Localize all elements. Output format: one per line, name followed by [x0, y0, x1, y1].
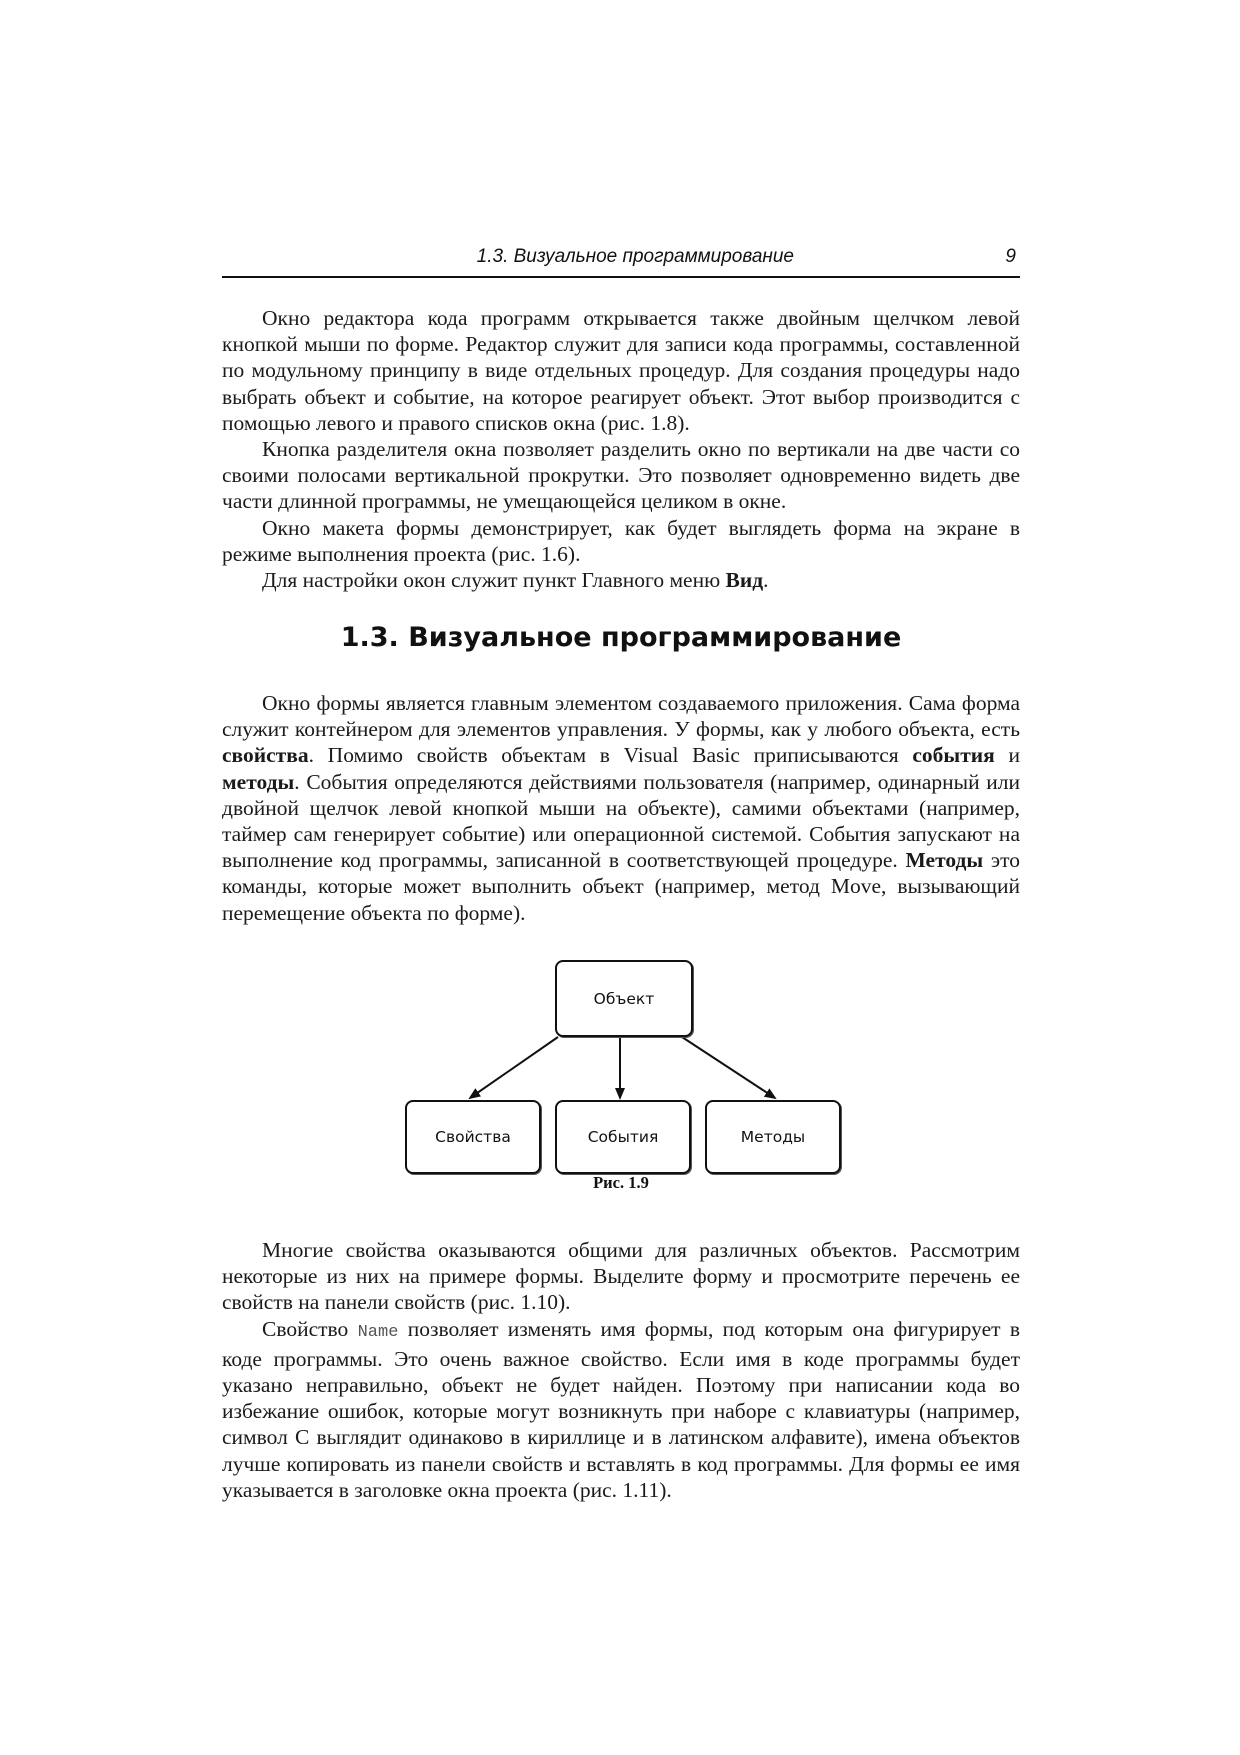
paragraph-view-menu — [222, 567, 1020, 593]
arrow-to-properties — [470, 1037, 558, 1098]
figure-caption: Рис. 1.9 — [593, 1173, 649, 1192]
node-object: Объект — [555, 960, 693, 1037]
node-events: События — [555, 1100, 691, 1174]
page-number: 9 — [1005, 246, 1016, 267]
paragraph-form-window — [222, 690, 1020, 926]
closing-text-block — [222, 1237, 1020, 1503]
view-menu-text: Для настройки окон служит пункт Главного меню — [262, 568, 726, 593]
term-events: события — [912, 743, 995, 768]
main-text-block — [222, 690, 1020, 926]
running-header — [222, 246, 1020, 278]
text-run: позволяет изменять имя формы, под которым она фигурирует в коде программы. Это очень важное свойство. Если имя в коде программы будет указано неправильно, объект не будет найден. Поэтому при написании кода во избежание ошибок, которые могут возникнуть при наборе с клавиатуры (например, символ С выглядит одинаково в кириллице и в латинском алфавите), имена объектов лучше копировать из панели свойств и вставлять в код программы. Для формы ее имя указывается в заголовке окна проекта (рис. 1.11). — [222, 1316, 1021, 1502]
term-methods: методы — [222, 769, 295, 794]
text-run: и — [994, 743, 1020, 768]
text-run: Окно формы является главным элементом создаваемого приложения. Сама форма служит контейнером для элементов управления. У формы, как у любого объекта, есть — [222, 691, 1020, 742]
node-methods: Методы — [705, 1100, 841, 1174]
figure-object-diagram — [400, 950, 840, 1165]
term-properties: свойства — [222, 743, 309, 768]
text-run: Свойство — [262, 1316, 358, 1341]
text-run: . События определяются действиями пользователя (например, одинарный или двойной щелчок левой кнопкой мыши на объекте), самими объектами (например, таймер сам генерирует событие) или операционной системой. События запускают на выполнение код программы, записанной в соответствующей процедуре. — [222, 769, 1020, 873]
view-menu-term: Вид — [725, 568, 764, 593]
view-menu-end: . — [763, 568, 769, 593]
code-name: Name — [357, 1322, 399, 1342]
paragraph-form-layout-window: Окно макета формы демонстрирует, как будет выглядеть форма на экране в режиме выполнения проекта (рис. 1.6). — [222, 515, 1020, 566]
running-title: 1.3. Визуальное программирование — [476, 246, 794, 267]
text-run: это команды, которые может выполнить объект (например, метод Move, вызывающий перемещение объекта по форме). — [222, 848, 1020, 925]
paragraph-common-properties: Многие свойства оказываются общими для различных объектов. Рассмотрим некоторые из них на примере формы. Выделите форму и просмотрите перечень ее свойств на панели свойств (рис. 1.10). — [222, 1238, 1020, 1315]
term-methods-definition: Методы — [905, 848, 984, 873]
intro-text-block — [222, 305, 1020, 593]
section-heading: 1.3. Визуальное программирование — [340, 622, 902, 653]
paragraph-code-editor: Окно редактора кода программ открывается также двойным щелчком левой кнопкой мыши по форме. Редактор служит для записи кода программы, составленной по модульному принципу в виде отдельных процедур. Для создания процедуры надо выбрать объект и событие, на которое реагирует объект. Этот выбор производится с помощью левого и правого списков окна (рис. 1.8). — [222, 306, 1020, 435]
node-properties: Свойства — [405, 1100, 541, 1174]
text-run: . Помимо свойств объектам в Visual Basic приписываются — [308, 743, 913, 768]
paragraph-splitter-button: Кнопка разделителя окна позволяет разделить окно по вертикали на две части со своими полосами вертикальной прокрутки. Это позволяет одновременно видеть две части длинной программы, не умещающейся целиком в окне. — [222, 437, 1020, 514]
paragraph-name-property — [222, 1316, 1020, 1503]
arrow-to-methods — [682, 1037, 775, 1098]
